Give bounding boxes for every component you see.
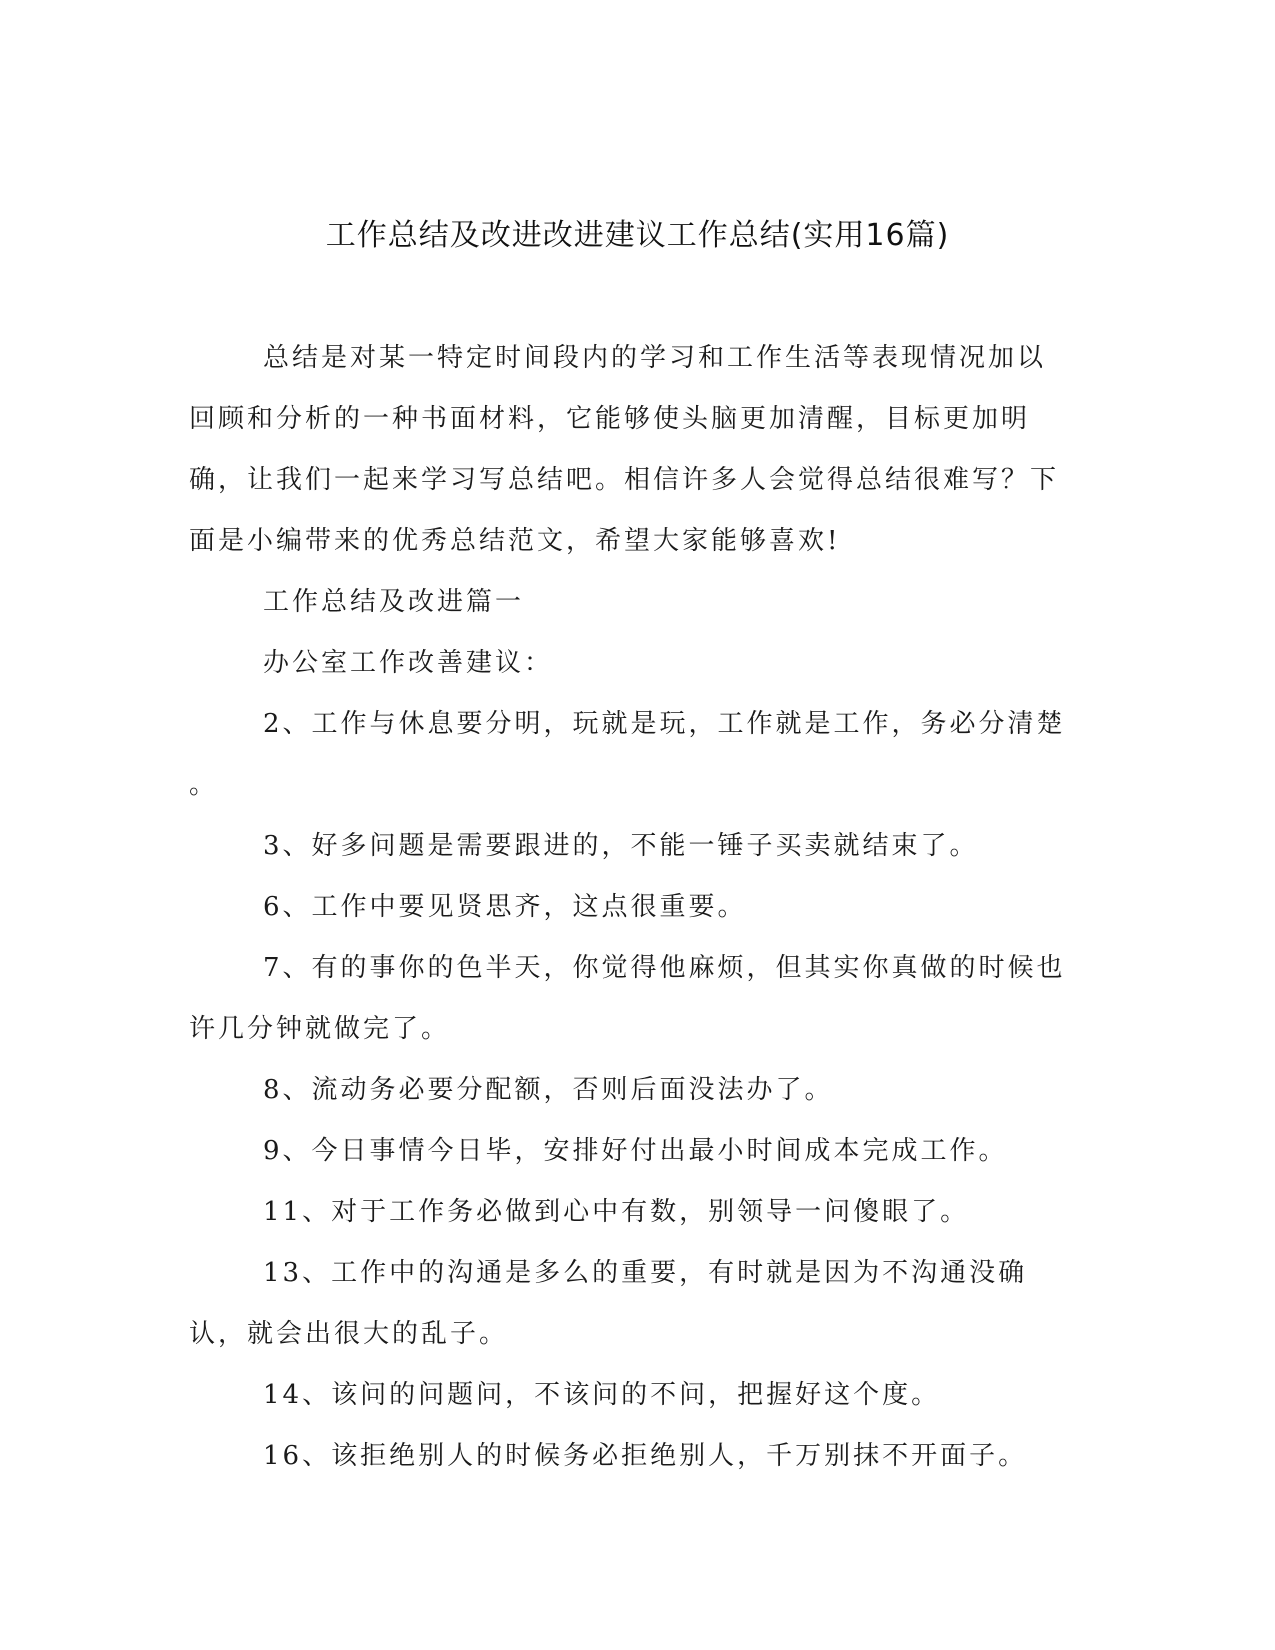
document-body: [189, 328, 1069, 1487]
list-item: 9、今日事情今日毕，安排好付出最小时间成本完成工作。: [263, 1136, 1008, 1166]
list-item-tail: 。: [189, 770, 219, 800]
list-item: 6、工作中要见贤思齐，这点很重要。: [263, 892, 747, 922]
list-item: 13、工作中的沟通是多么的重要，有时就是因为不沟通没确认，就会出很大的乱子。: [189, 1258, 1028, 1349]
list-item: 8、流动务必要分配额，否则后面没法办了。: [263, 1075, 834, 1105]
subheading: 办公室工作改善建议：: [263, 648, 554, 678]
intro-paragraph: 总结是对某一特定时间段内的学习和工作生活等表现情况加以回顾和分析的一种书面材料，它能够使头脑更加清醒，目标更加明确，让我们一起来学习写总结吧。相信许多人会觉得总结很难写？下面是小编带来的优秀总结范文，希望大家能够喜欢!: [189, 343, 1060, 556]
list-item-text: 2、工作与休息要分明，玩就是玩，工作就是工作，务必分清楚: [263, 709, 1066, 739]
section-heading: 工作总结及改进篇一: [263, 587, 525, 617]
list-item: 11、对于工作务必做到心中有数，别领导一问傻眼了。: [263, 1197, 970, 1227]
document-title: 工作总结及改进改进建议工作总结(实用16篇): [325, 218, 950, 253]
list-item: 3、好多问题是需要跟进的，不能一锤子买卖就结束了。: [263, 831, 979, 861]
list-item: 16、该拒绝别人的时候务必拒绝别人，千万别抹不开面子。: [263, 1441, 1028, 1471]
list-item: 14、该问的问题问，不该问的不问，把握好这个度。: [263, 1380, 941, 1410]
list-item: [189, 694, 1069, 816]
list-item: 7、有的事你的色半天，你觉得他麻烦，但其实你真做的时候也许几分钟就做完了。: [189, 953, 1066, 1044]
